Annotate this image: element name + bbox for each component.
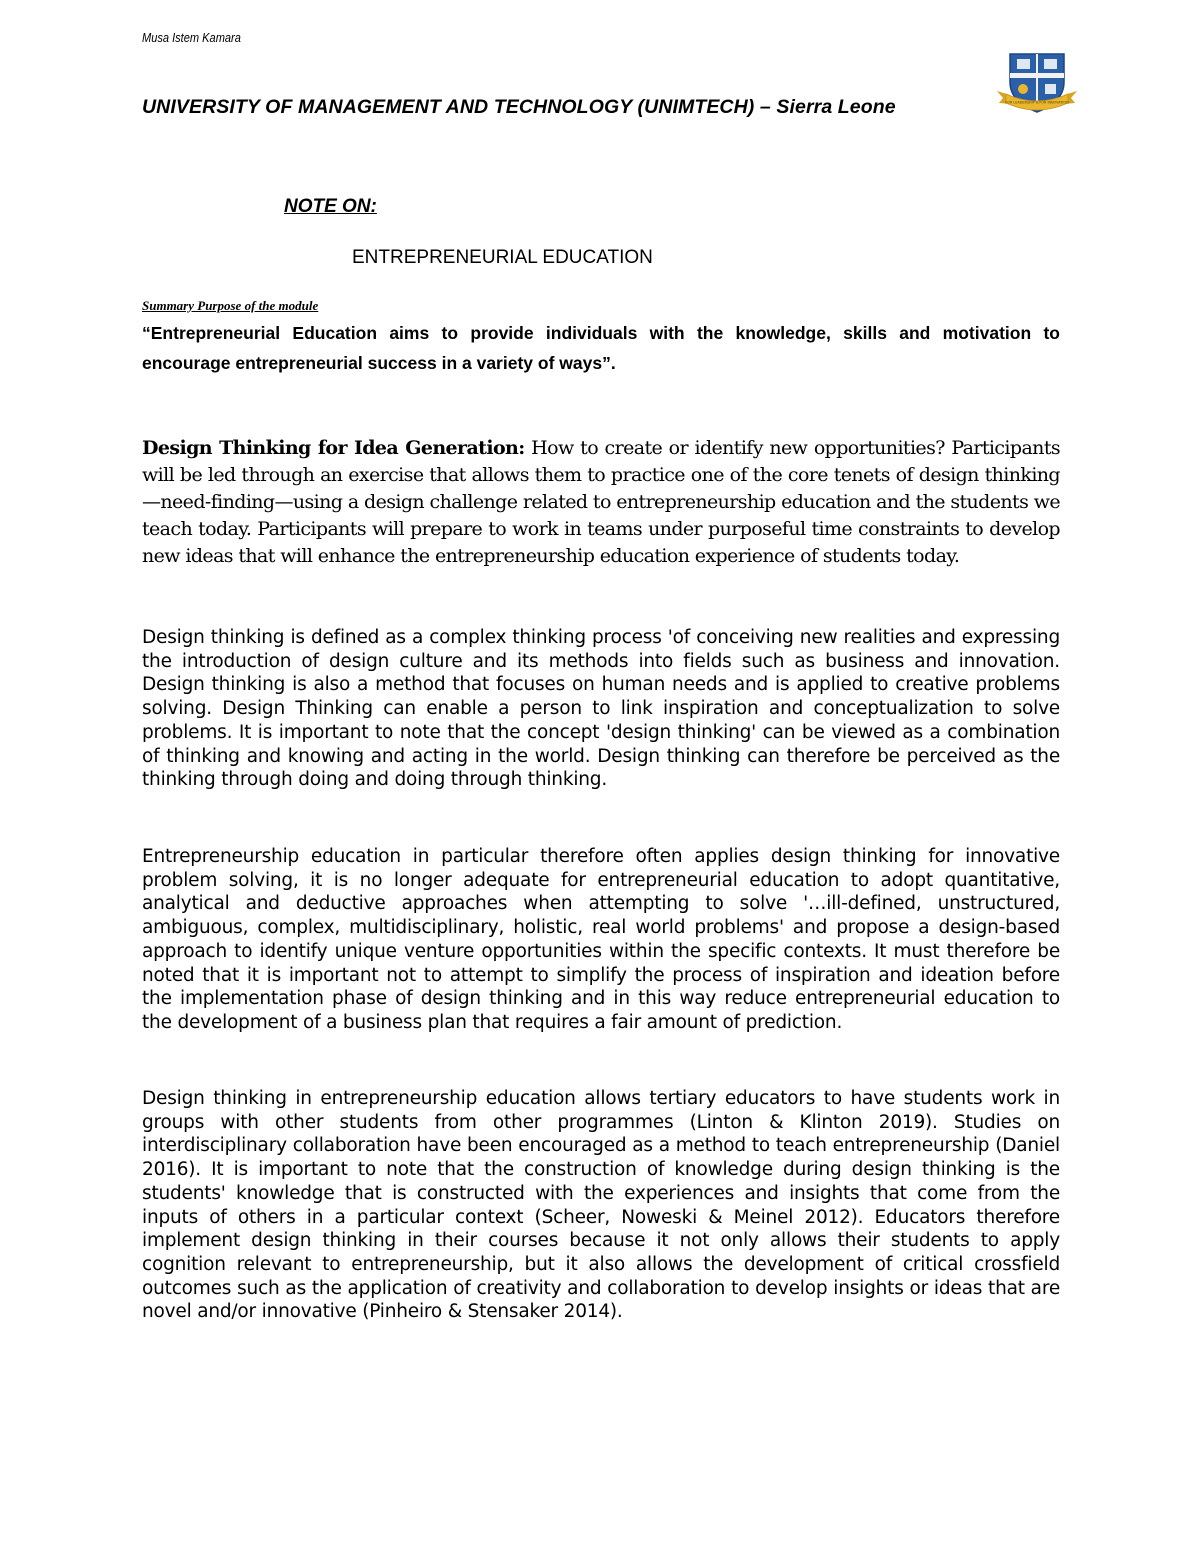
- design-thinking-lead: Design Thinking for Idea Generation:: [142, 437, 525, 459]
- author-name: Musa Istem Kamara: [142, 30, 241, 45]
- summary-quote: “Entrepreneurial Education aims to provide individuals with the knowledge, skills and motivation to encourage entrepreneurial success in a variety of ways”.: [142, 323, 1060, 373]
- design-thinking-paragraph: [142, 435, 1060, 570]
- body-paragraph-2: Entrepreneurship education in particular therefore often applies design thinking for innovative problem solving, it is no longer adequate for entrepreneurial education to adopt quantitative, analytical and deductive approaches when attempting to solve '…ill-defined, unstructured, ambiguous, complex, multidisciplinary, holistic, real world problems' and propose a design-based approach to identify unique venture opportunities within the specific contexts. It must therefore be noted that it is important not to attempt to simplify the process of inspiration and ideation before the implementation phase of design thinking and in this way reduce entrepreneurial education to the development of a business plan that requires a fair amount of prediction.: [142, 846, 1060, 1033]
- note-on-label: NOTE ON:: [284, 196, 377, 217]
- university-heading: UNIVERSITY OF MANAGEMENT AND TECHNOLOGY (UNIMTECH) – Sierra Leone: [142, 96, 896, 118]
- body-paragraph-1: Design thinking is defined as a complex thinking process 'of conceiving new realities and expressing the introduction of design culture and its methods into fields such as business and innovation. Design thinking is also a method that focuses on human needs and is applied to creative problems solving. Design Thinking can enable a person to link inspiration and conceptualization to solve problems. It is important to note that the concept 'design thinking' can be viewed as a combination of thinking and knowing and acting in the world. Design thinking can therefore be perceived as the thinking through doing and doing through thinking.: [142, 627, 1060, 791]
- design-thinking-body: How to create or identify new opportunities? Participants will be led through an exercise that allows them to practice one of the core tenets of design thinking—need-finding—using a design challenge related to entrepreneurship education and the students we teach today. Participants will prepare to work in teams under purposeful time constraints to develop new ideas that will enhance the entrepreneurship education experience of students today.: [142, 437, 1061, 567]
- summary-label: Summary Purpose of the module: [142, 298, 319, 313]
- body-paragraph-3: Design thinking in entrepreneurship education allows tertiary educators to have students work in groups with other students from other programmes (Linton & Klinton 2019). Studies on interdisciplinary collaboration have been encouraged as a method to teach entrepreneurship (Daniel 2016). It is important to note that the construction of knowledge during design thinking is the students' knowledge that is constructed with the experiences and insights that come from the inputs of others in a particular context (Scheer, Noweski & Meinel 2012). Educators therefore implement design thinking in their courses because it not only allows their students to apply cognition relevant to entrepreneurship, but it also allows the development of critical crossfield outcomes such as the application of creativity and collaboration to develop insights or ideas that are novel and/or innovative (Pinheiro & Stensaker 2014).: [142, 1088, 1060, 1323]
- university-crest-icon: [996, 48, 1078, 118]
- svg-text:FOR LEADERSHIP & FOR INNOVATIO: FOR LEADERSHIP & FOR INNOVATION: [1005, 100, 1069, 105]
- document-title: ENTREPRENEURIAL EDUCATION: [352, 247, 653, 268]
